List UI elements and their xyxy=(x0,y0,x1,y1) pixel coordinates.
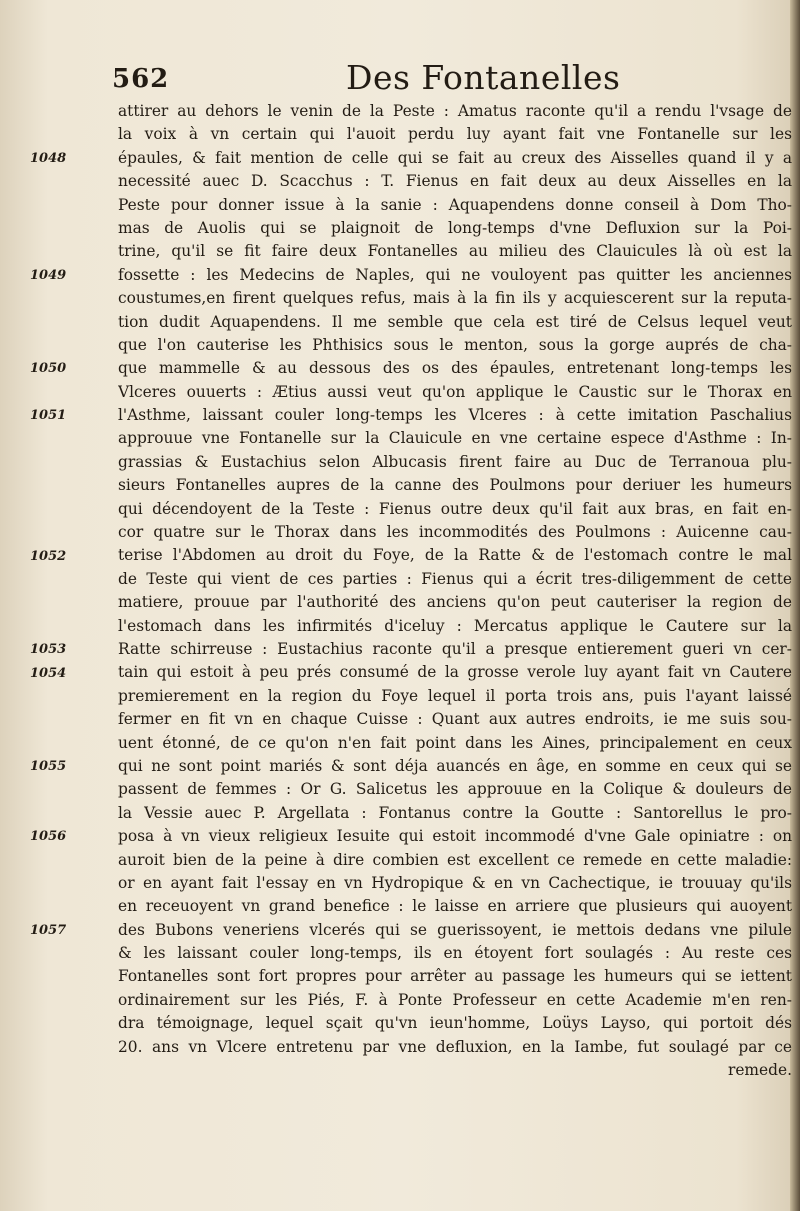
text-line: sieurs Fontanelles aupres de la canne des Poulmons pour deriuer les humeurs xyxy=(118,476,792,495)
text-line: attirer au dehors le venin de la Peste : Amatus raconte qu'il a rendu l'vsage de xyxy=(118,102,792,120)
text-line: matiere, prouue par l'authorité des anciens qu'on peut cauteriser la region de xyxy=(118,593,792,612)
text-line: mas de Auolis qui se plaignoit de long-temps d'vne Defluxion sur la Poi- xyxy=(118,218,792,237)
page-header xyxy=(112,58,792,98)
text-line: Vlceres ouuerts : Ætius aussi veut qu'on applique le Caustic sur le Thorax en xyxy=(118,382,792,401)
text-line: necessité auec D. Scacchus : T. Fienus en fait deux au deux Aisselles en la xyxy=(118,172,792,191)
text-line: Fontanelles sont fort propres pour arrêter au passage les humeurs qui se iettent xyxy=(118,967,792,986)
text-line: dra témoignage, lequel sçait qu'vn ieun'homme, Loüys Layso, qui portoit dés xyxy=(118,1014,792,1033)
margin-paragraph-number: 1054 xyxy=(30,665,67,681)
text-line: tain qui estoit à peu prés consumé de la grosse verole luy ayant fait vn Cautere xyxy=(118,663,792,682)
margin-paragraph-number: 1055 xyxy=(30,759,67,775)
text-line: fermer en fit vn en chaque Cuisse : Quant aux autres endroits, ie me suis sou- xyxy=(118,710,792,729)
text-line: remede. xyxy=(727,1061,792,1080)
text-line: la voix à vn certain qui l'auoit perdu luy ayant fait vne Fontanelle sur les xyxy=(118,125,792,144)
margin-paragraph-number: 1050 xyxy=(30,361,67,377)
margin-paragraph-number: 1049 xyxy=(30,267,67,283)
text-line: premierement en la region du Foye lequel il porta trois ans, puis l'ayant laissé xyxy=(118,686,792,705)
text-line: tion dudit Aquapendens. Il me semble que cela est tiré de Celsus lequel veut xyxy=(118,312,792,331)
text-line: ordinairement sur les Piés, F. à Ponte Professeur en cette Academie m'en ren- xyxy=(118,990,792,1009)
text-line: qui décendoyent de la Teste : Fienus outre deux qu'il fait aux bras, en fait en- xyxy=(118,499,792,518)
text-line: auroit bien de la peine à dire combien est excellent ce remede en cette maladie: xyxy=(118,850,792,869)
text-line: or en ayant fait l'essay en vn Hydropique & en vn Cachectique, ie trouuay qu'ils xyxy=(118,873,792,892)
text-line: la Vessie auec P. Argellata : Fontanus contre la Goutte : Santorellus le pro- xyxy=(118,803,792,822)
text-line: fossette : les Medecins de Naples, qui ne vouloyent pas quitter les anciennes xyxy=(118,265,792,284)
margin-paragraph-number: 1056 xyxy=(30,829,67,845)
text-line: & les laissant couler long-temps, ils en étoyent fort soulagés : Au reste ces xyxy=(118,944,792,963)
text-line: trine, qu'il se fit faire deux Fontanelles au milieu des Clauicules là où est la xyxy=(118,242,792,261)
text-line: de Teste qui vient de ces parties : Fienus qui a écrit tres-diligemment de cette xyxy=(118,569,792,588)
text-line: cor quatre sur le Thorax dans les incommodités des Poulmons : Auicenne cau- xyxy=(118,523,792,542)
text-line: Peste pour donner issue à la sanie : Aquapendens donne conseil à Dom Tho- xyxy=(118,195,792,214)
text-line: l'Asthme, laissant couler long-temps les Vlceres : à cette imitation Paschalius xyxy=(118,406,792,425)
margin-paragraph-number: 1052 xyxy=(30,548,67,564)
margin-paragraph-number: 1051 xyxy=(30,408,67,424)
text-line: l'estomach dans les infirmités d'iceluy : Mercatus applique le Cautere sur la xyxy=(118,616,792,635)
running-title: Des Fontanelles xyxy=(346,58,621,97)
text-line: que mammelle & au dessous des os des épaules, entretenant long-temps les xyxy=(118,359,792,378)
text-line: Ratte schirreuse : Eustachius raconte qu'il a presque entierement gueri vn cer- xyxy=(118,639,792,658)
text-line: 20. ans vn Vlcere entretenu par vne defluxion, en la Iambe, fut soulagé par ce xyxy=(118,1037,792,1056)
text-line: approuue vne Fontanelle sur la Clauicule en vne certaine espece d'Asthme : In- xyxy=(118,429,792,448)
page-number: 562 xyxy=(112,64,170,94)
text-line: que l'on cauterise les Phthisics sous le menton, sous la gorge auprés de cha- xyxy=(118,335,792,354)
margin-paragraph-number: 1053 xyxy=(30,642,67,658)
text-line: passent de femmes : Or G. Salicetus les approuue en la Colique & douleurs de xyxy=(118,780,792,799)
text-line: épaules, & fait mention de celle qui se fait au creux des Aisselles quand il y a xyxy=(118,148,792,167)
text-body xyxy=(118,100,792,1082)
text-line: terise l'Abdomen au droit du Foye, de la Ratte & de l'estomach contre le mal xyxy=(118,546,792,565)
text-line: en receuoyent vn grand benefice : le laisse en arriere que plusieurs qui auoyent xyxy=(118,897,792,916)
text-line: qui ne sont point mariés & sont déja auancés en âge, en somme en ceux qui se xyxy=(118,756,792,775)
text-line: des Bubons veneriens vlcerés qui se guerissoyent, ie mettois dedans vne pilule xyxy=(118,920,792,939)
margin-paragraph-number: 1057 xyxy=(30,923,67,938)
text-line: posa à vn vieux religieux Iesuite qui estoit incommodé d'vne Gale opiniatre : on xyxy=(118,827,792,846)
text-line: uent étonné, de ce qu'on n'en fait point dans les Aines, principalement en ceux xyxy=(118,733,792,752)
text-line: grassias & Eustachius selon Albucasis firent faire au Duc de Terranoua plu- xyxy=(118,452,792,471)
text-line: coustumes,en firent quelques refus, mais à la fin ils y acquiescerent sur la reputa- xyxy=(118,289,792,308)
margin-paragraph-number: 1048 xyxy=(30,150,67,166)
